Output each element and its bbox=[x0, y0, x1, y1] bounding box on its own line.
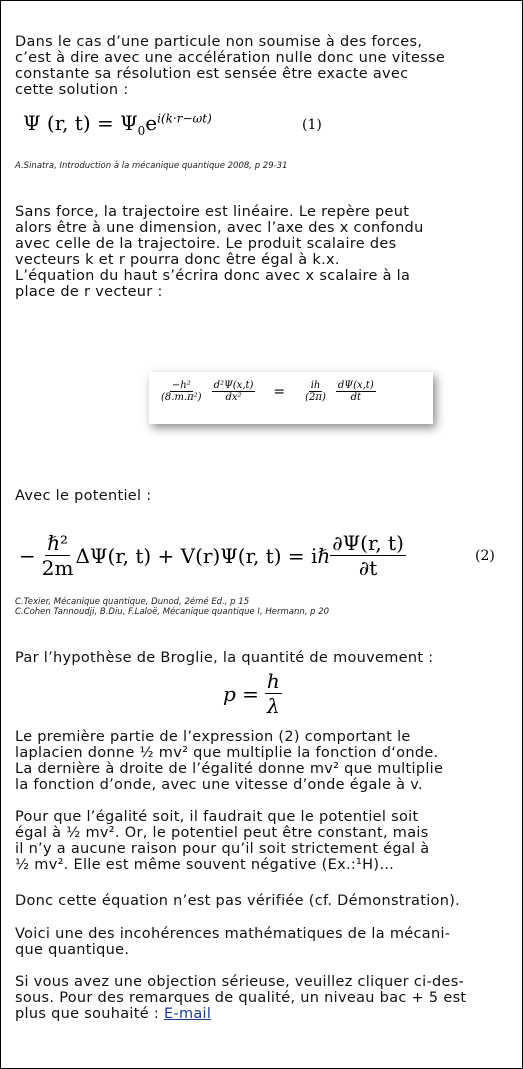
eq3-minus: − bbox=[19, 543, 36, 568]
eq2-equals: = bbox=[273, 383, 286, 400]
references-texier-cohen: C.Texier, Mécanique quantique, Dunod, 2émé Ed., p 15 C.Cohen Tannoudji, B.Diu, F.Laloë, Mécanique quantique I, Hermann, p 20 bbox=[15, 597, 330, 617]
eq4-frac: $\frac{h}{\lambda}$ bbox=[266, 669, 280, 718]
equality-paragraph: Pour que l’égalité soit, il faudrait que le potentiel soit égal à ½ mv². Or, le potentiel peut être constant, mais il n’y a aucune raison pour qu’il soit strictement égal à ½ mv². Elle est même souvent négative (Ex.:¹H)… bbox=[15, 809, 430, 873]
laplacian-paragraph: Le première partie de l’expression (2) comportant le laplacien donne ½ mv² que multiplie la fonction d‘onde. La dernière à droite de l’égalité donne mv² que multiplie la fonction d’onde, avec une vitesse d’onde égale à v. bbox=[15, 729, 444, 793]
de-broglie-paragraph: Par l’hypothèse de Broglie, la quantité de mouvement : bbox=[15, 650, 434, 666]
eq1-number: (1) bbox=[302, 117, 322, 133]
equation-3 bbox=[19, 531, 406, 580]
intro-paragraph: Dans le cas d’une particule non soumise à des forces, c’est à dire avec une accélération nulle donc une vitesse constante sa résolution est sensée être exacte avec cette solution : bbox=[15, 34, 446, 98]
eq3-frac-2: $\frac{\partial\Psi(r, t)}{\partial t}$ bbox=[332, 531, 404, 580]
conclusion-paragraph: Donc cette équation n’est pas vérifiée (cf. Démonstration). bbox=[15, 893, 461, 909]
eq2-frac-2: $\frac{\text{d²Ψ(x,t)}}{\text{dx²}}$ bbox=[213, 380, 254, 403]
equation-2-image bbox=[149, 372, 433, 424]
contact-text: Si vous avez une objection sérieuse, veuillez cliquer ci-des- sous. Pour des remarques de qualité, un niveau bac + 5 est plus que souhaité : bbox=[15, 974, 467, 1022]
equation-1 bbox=[23, 111, 212, 138]
eq4-lhs: p = bbox=[223, 681, 259, 706]
eq3-middle: ΔΨ(r, t) + V(r)Ψ(r, t) = iℏ bbox=[75, 543, 331, 568]
reference-sinatra: A.Sinatra, Introduction à la mécanique quantique 2008, p 29-31 bbox=[15, 161, 288, 171]
eq2-frac-3: $\frac{ih}{(2\pi)}$ bbox=[305, 380, 326, 403]
eq3-frac-1: $\frac{\text{ℏ²}}{2m}$ bbox=[41, 531, 74, 580]
potential-heading: Avec le potentiel : bbox=[15, 488, 152, 504]
eq2-frac-1: $\frac{\text{−h²}}{\text{(8.m.π²)}}$ bbox=[161, 380, 202, 403]
eq1-sub: 0 bbox=[137, 124, 146, 138]
eq2-frac-4: $\frac{d\Psi(x,t)}{dt}$ bbox=[337, 380, 374, 403]
email-link[interactable]: E-mail bbox=[163, 1006, 212, 1022]
eq3-number: (2) bbox=[475, 548, 495, 564]
incoherence-paragraph: Voici une des incohérences mathématiques de la mécani- que quantique. bbox=[15, 926, 451, 958]
eq1-base: e bbox=[145, 111, 158, 135]
linear-trajectory-paragraph: Sans force, la trajectoire est linéaire. Le repère peut alors être à une dimension, avec l’axe des x confondu avec celle de la trajectoire. Le produit scalaire des vecteurs k et r pourra donc être égal à k.x. L’équation du haut s’écrira donc avec x scalaire à la place de r vecteur : bbox=[15, 204, 424, 300]
eq1-lhs: Ψ (r, t) = Ψ bbox=[23, 111, 138, 135]
equation-4 bbox=[223, 669, 282, 718]
eq1-exponent: i(k·r−ωt) bbox=[157, 111, 212, 126]
contact-paragraph bbox=[15, 974, 515, 1022]
